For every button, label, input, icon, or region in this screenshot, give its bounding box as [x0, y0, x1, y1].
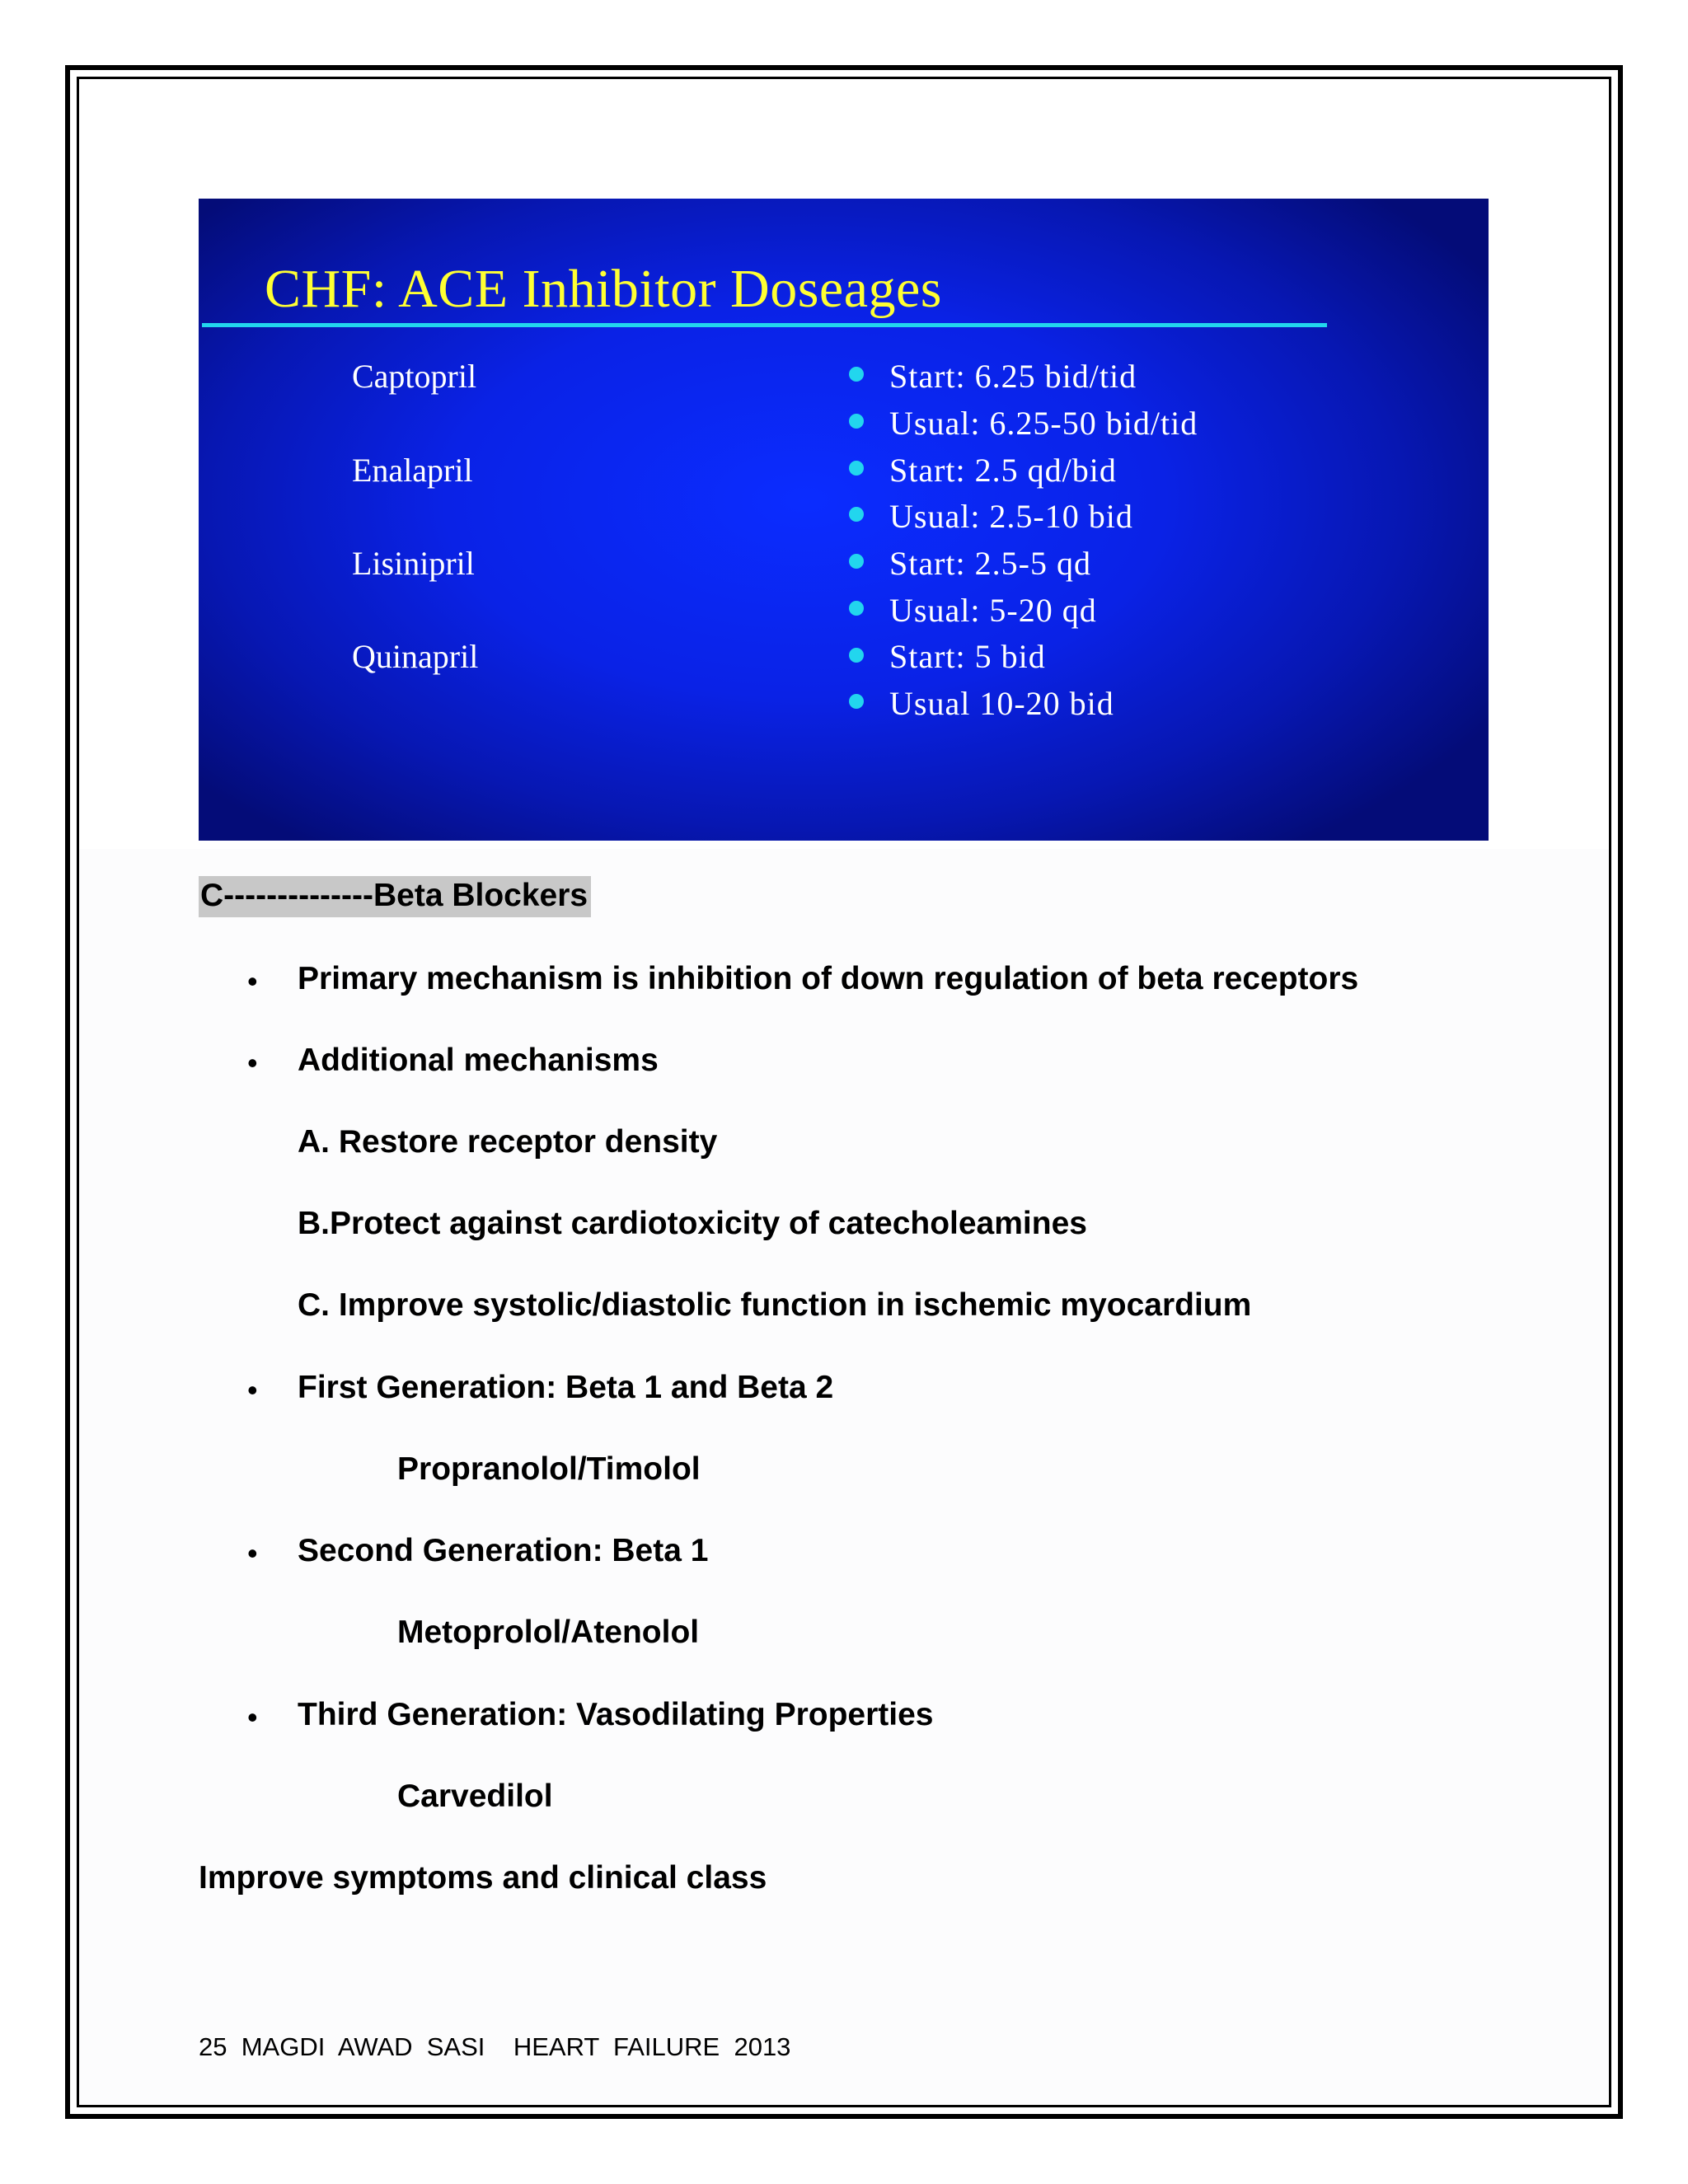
- bullet-dot-icon: [849, 554, 864, 569]
- additional-mechanisms-text: Additional mechanisms: [298, 1043, 659, 1078]
- second-generation-drugs: Metoprolol/Atenolol: [397, 1615, 700, 1650]
- second-generation-text: Second Generation: Beta 1: [298, 1533, 709, 1568]
- bullet-dot-icon: [849, 694, 864, 709]
- drug-enalapril: Enalapril: [352, 452, 473, 489]
- dose-line: Usual: 6.25-50 bid/tid: [889, 405, 1198, 442]
- dose-line: Start: 2.5-5 qd: [889, 545, 1091, 582]
- bullet-dot-icon: [849, 414, 864, 429]
- bullet-marker: •: [247, 964, 258, 998]
- bullet-dot-icon: [849, 507, 864, 522]
- mechanism-a-text: A. Restore receptor density: [298, 1124, 718, 1160]
- bullet-marker: •: [247, 1700, 258, 1734]
- bullet-marker: •: [247, 1373, 258, 1407]
- drug-lisinipril: Lisinipril: [352, 545, 475, 582]
- mechanism-b-text: B.Protect against cardiotoxicity of catecholeamines: [298, 1206, 1087, 1241]
- bullet-dot-icon: [849, 461, 864, 476]
- section-heading: C--------------Beta Blockers: [199, 876, 591, 917]
- bullet-dot-icon: [849, 648, 864, 663]
- bullet-dot-icon: [849, 601, 864, 616]
- slide-title: CHF: ACE Inhibitor Doseages: [265, 259, 942, 319]
- first-generation-text: First Generation: Beta 1 and Beta 2: [298, 1370, 834, 1405]
- dose-line: Usual 10-20 bid: [889, 685, 1114, 722]
- dose-line: Usual: 5-20 qd: [889, 592, 1097, 629]
- bullet-marker: •: [247, 1046, 258, 1080]
- conclusion-text: Improve symptoms and clinical class: [199, 1860, 767, 1896]
- drug-quinapril: Quinapril: [352, 638, 479, 675]
- dose-line: Start: 6.25 bid/tid: [889, 358, 1137, 395]
- third-generation-text: Third Generation: Vasodilating Properties: [298, 1697, 934, 1732]
- primary-mechanism-text: Primary mechanism is inhibition of down regulation of beta receptors: [298, 961, 1359, 996]
- drug-captopril: Captopril: [352, 358, 477, 395]
- first-generation-drugs: Propranolol/Timolol: [397, 1451, 701, 1487]
- mechanism-c-text: C. Improve systolic/diastolic function in ischemic myocardium: [298, 1287, 1252, 1323]
- ace-inhibitor-slide: [199, 199, 1489, 841]
- bullet-dot-icon: [849, 367, 864, 382]
- dose-line: Start: 2.5 qd/bid: [889, 452, 1117, 489]
- dose-line: Start: 5 bid: [889, 638, 1046, 675]
- page-footer: 25 MAGDI AWAD SASI HEART FAILURE 2013: [199, 2032, 791, 2061]
- third-generation-drugs: Carvedilol: [397, 1779, 553, 1814]
- dose-line: Usual: 2.5-10 bid: [889, 498, 1133, 535]
- bullet-marker: •: [247, 1536, 258, 1570]
- slide-title-underline: [202, 323, 1327, 327]
